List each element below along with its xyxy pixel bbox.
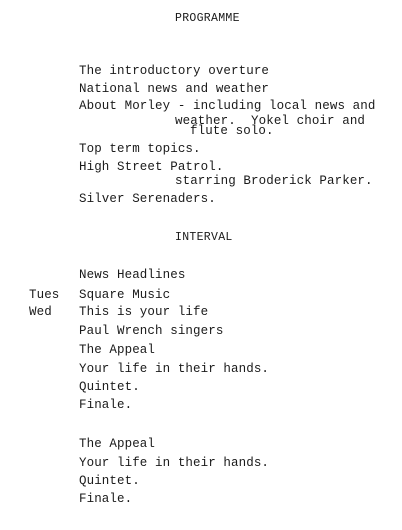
second-part-line: This is your life [79,305,209,319]
programme-line: Top term topics. [79,142,201,156]
second-part-line: Quintet. [79,380,140,394]
second-part-line: Your life in their hands. [79,362,270,376]
second-part-line: News Headlines [79,268,186,282]
third-part-line: The Appeal [79,437,156,451]
programme-line-continuation: starring Broderick Parker. [175,174,373,188]
second-part-line: Finale. [79,398,133,412]
programme-line: About Morley - including local news and [79,99,376,113]
programme-line: The introductory overture [79,64,270,78]
third-part-line: Your life in their hands. [79,456,270,470]
interval-heading: INTERVAL [175,231,233,244]
second-part-line: The Appeal [79,343,156,357]
programme-line-continuation: weather. Yokel choir and [175,114,366,128]
day-label: Wed [29,305,52,319]
programme-line: National news and weather [79,82,270,96]
second-part-line: Square Music [79,288,171,302]
third-part-line: Quintet. [79,474,140,488]
programme-line: High Street Patrol. [79,160,224,174]
second-part-line: Paul Wrench singers [79,324,224,338]
programme-line-continuation: flute solo. [190,124,274,138]
programme-heading: PROGRAMME [175,12,240,25]
programme-line: Silver Serenaders. [79,192,216,206]
day-label: Tues [29,288,60,302]
third-part-line: Finale. [79,492,133,506]
